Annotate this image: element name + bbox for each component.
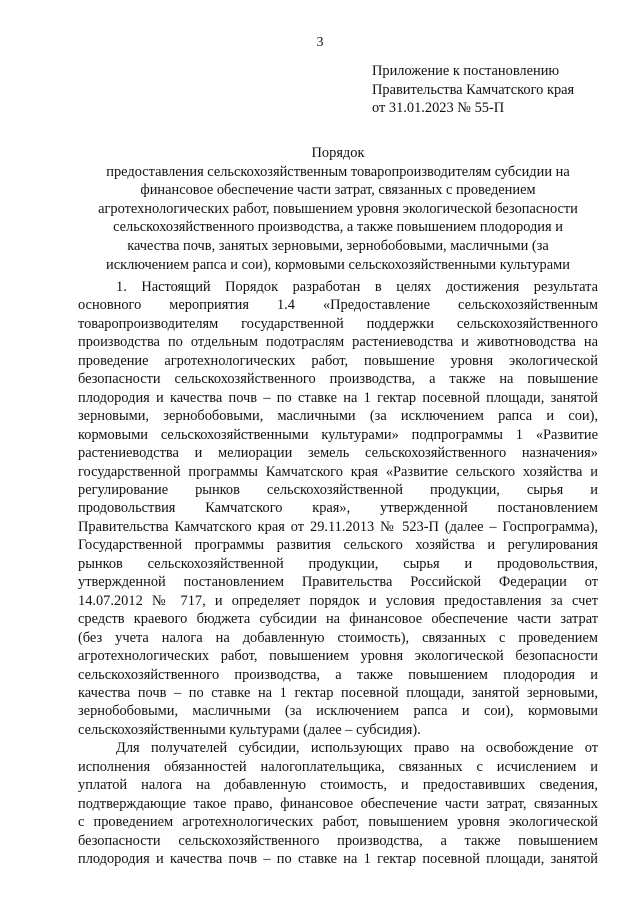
title-line: предоставления сельскохозяйственным товаропроизводителям субсидии на <box>106 163 570 180</box>
paragraph-line: (без учета налога на добавленную стоимость), связанных с проведением <box>78 629 598 646</box>
page-number: 3 <box>316 35 324 50</box>
paragraph-line: подтверждающие такое право, финансовое обеспечение части затрат, связанных <box>78 795 598 812</box>
paragraph-line: производства по отдельным подотраслям растениеводства и животноводства на <box>78 334 598 351</box>
paragraph-line: Для получателей субсидии, использующих право на освобождение от <box>116 740 598 757</box>
document-title <box>78 144 598 274</box>
paragraph-line: товаропроизводителям государственной поддержки сельскохозяйственного <box>78 315 598 332</box>
paragraph-line: 1. Настоящий Порядок разработан в целях достижения результата <box>116 279 598 295</box>
paragraph-line: рынков сельскохозяйственной продукции, сырья и продовольствия, <box>78 555 598 572</box>
paragraph-line: Государственной программы развития сельского хозяйства и регулирования <box>78 537 598 554</box>
paragraph-line: с проведением агротехнологических работ, повышением уровня экологической <box>78 814 598 831</box>
paragraph-line: кормовыми сельскохозяйственными культурами» подпрограммы 1 «Развитие <box>78 426 598 443</box>
paragraph-line: зернобобовыми, масличными (за исключением рапса и сои), кормовыми <box>78 703 598 720</box>
paragraph-line: государственной программы Камчатского края «Развитие сельского хозяйства и <box>78 463 598 480</box>
paragraph-line: сельскохозяйственными культурами (далее – субсидия). <box>78 721 421 738</box>
title-heading: Порядок <box>311 145 365 161</box>
paragraph-2 <box>78 739 598 868</box>
paragraph-line: безопасности сельскохозяйственного производства, а также повышением <box>78 832 598 849</box>
title-line: агротехнологических работ, повышением уровня экологической безопасности <box>98 200 578 217</box>
paragraph-line: агротехнологических работ, повышением уровня экологической безопасности <box>78 648 598 665</box>
paragraph-line: проведение агротехнологических работ, повышение уровня экологической <box>78 352 598 369</box>
paragraph-line: безопасности сельскохозяйственного производства, а также на повышение <box>78 371 598 388</box>
paragraph-line: Правительства Камчатского края от 29.11.2013 № 523-П (далее – Госпрограмма), <box>78 518 598 535</box>
paragraph-line: плодородия и качества почв – по ставке на 1 гектар посевной площади, занятой <box>78 851 598 868</box>
paragraph-line: основного мероприятия 1.4 «Предоставление сельскохозяйственным <box>78 297 598 314</box>
paragraph-line: 14.07.2012 № 717, и определяет порядок и условия предоставления за счет <box>78 592 598 609</box>
appendix-line-3: от 31.01.2023 № 55-П <box>372 100 505 116</box>
appendix-line-1: Приложение к постановлению <box>372 63 560 79</box>
paragraph-line: уплатой налога на добавленную стоимость, и предоставивших сведения, <box>78 777 598 794</box>
title-line: сельскохозяйственного производства, а также повышением плодородия и <box>113 219 563 236</box>
paragraph-line: средств краевого бюджета субсидии на финансовое обеспечение части затрат <box>78 611 598 628</box>
paragraph-line: продовольствия Камчатского края», утвержденной постановлением <box>78 500 598 517</box>
title-line: качества почв, занятых зерновыми, зернобобовыми, масличными (за <box>127 237 549 254</box>
document-body <box>78 278 598 869</box>
paragraph-1 <box>78 278 598 739</box>
title-line: финансовое обеспечение части затрат, связанных с проведением <box>140 182 536 199</box>
paragraph-line: сельскохозяйственного производства, а также повышением плодородия и <box>78 666 598 683</box>
title-line: исключением рапса и сои), кормовыми сельскохозяйственными культурами <box>106 256 570 273</box>
paragraph-line: регулирование рынков сельскохозяйственной продукции, сырья и <box>78 481 598 498</box>
paragraph-line: зерновыми, зернобобовыми, масличными (за исключением рапса и сои), <box>78 408 598 425</box>
paragraph-line: качества почв – по ставке на 1 гектар посевной площади, занятой зерновыми, <box>78 684 598 701</box>
appendix-header <box>372 62 632 118</box>
paragraph-line: растениеводства и мелиорации земель сельскохозяйственного назначения» <box>78 445 598 462</box>
paragraph-line: утвержденной постановлением Правительства Российской Федерации от <box>78 574 598 591</box>
paragraph-line: исполнения обязанностей налогоплательщика, связанных с исчислением и <box>78 758 598 775</box>
paragraph-line: плодородия и качества почв – по ставке на 1 гектар посевной площади, занятой <box>78 389 598 406</box>
appendix-line-2: Правительства Камчатского края <box>372 81 575 98</box>
